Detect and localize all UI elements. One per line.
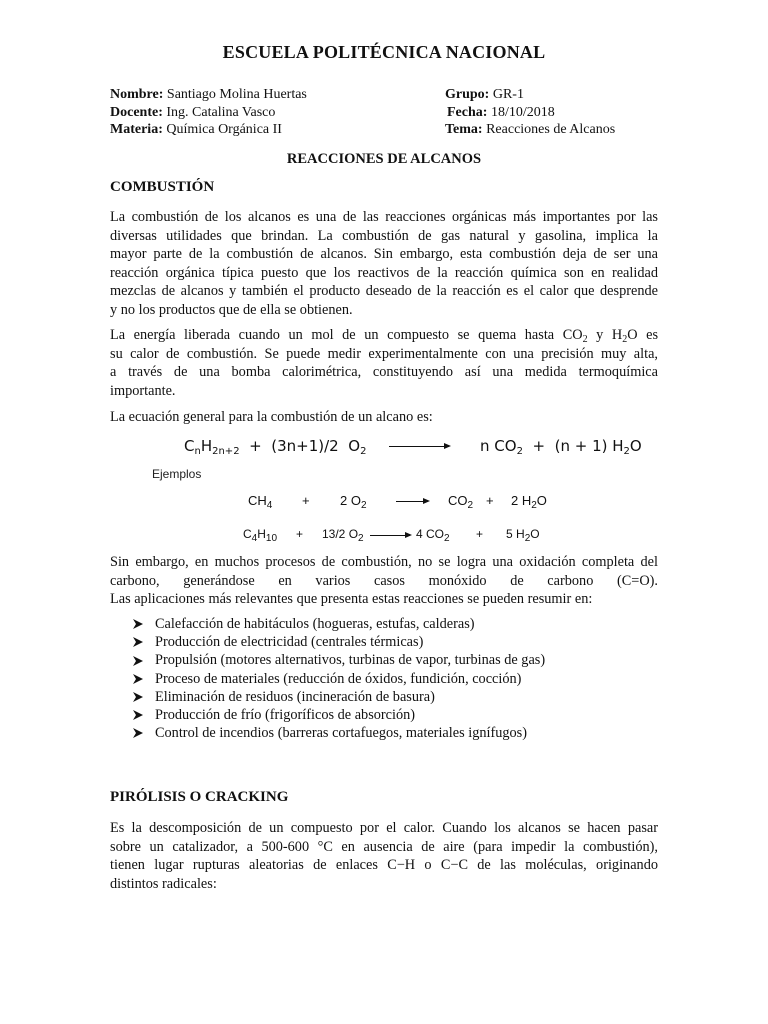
applications-list: [132, 615, 545, 742]
header-fields: [110, 86, 670, 139]
name-label: Nombre:: [110, 87, 164, 102]
combustion-paragraph-4: [110, 553, 658, 609]
pyrolysis-line-4: distintos radicales:: [110, 875, 217, 892]
teacher-value: Ing. Catalina Vasco: [166, 104, 276, 120]
arrow-bullet-icon: [132, 673, 155, 685]
list-item: Calefacción de habitáculos (hogueras, estufas, calderas): [132, 615, 545, 633]
subject-value: Química Orgánica II: [166, 122, 282, 137]
subject-label: Materia:: [110, 122, 163, 137]
pyrolysis-paragraph: [110, 819, 658, 893]
header-row-3: [110, 121, 670, 139]
p1-line-4: reacción orgánica típica puesto que los reactivos de la reacción química son en realidad: [110, 264, 658, 281]
pyrolysis-line-1: Es la descomposición de un compuesto por el calor. Cuando los alcanos se hacen pasar: [110, 820, 658, 836]
examples-label: Ejemplos: [152, 467, 202, 481]
name-value: Santiago Molina Huertas: [166, 87, 307, 102]
list-item: Control de incendios (barreras cortafuegos, materiales ignífugos): [132, 724, 545, 742]
teacher-label: Docente:: [110, 104, 163, 120]
general-eq-arrow: [389, 446, 461, 447]
header-row-1: [110, 86, 670, 104]
arrow-bullet-icon: [132, 636, 155, 648]
p2-line-2: su calor de combustión. Se puede medir experimentalmente con una precisión muy alta,: [110, 345, 658, 362]
school-name: ESCUELA POLITÉCNICA NACIONAL: [222, 42, 546, 62]
example-1-arrow: [396, 501, 428, 502]
p2-line-3: a través de una bomba calorimétrica, constituyendo así una medida termoquímica: [110, 364, 658, 380]
p1-line-5: mezclas de alcanos y también el producto deseado de la reacción es el calor que desprende: [110, 283, 658, 299]
p2-line-1: La energía liberada cuando un mol de un compuesto se quema hasta $CO_2$ y $H_2O$ es: [110, 327, 659, 345]
group-value: GR-1: [492, 87, 524, 102]
list-item: Proceso de materiales (reducción de óxidos, fundición, cocción): [132, 670, 545, 688]
list-item: Eliminación de residuos (incineración de basura): [132, 688, 545, 706]
general-combustion-equation: $C_nH_{2n+2} + (3n+1)/2$ $O_2$ n $CO_2 + (n + 1)$ $H_2O$: [184, 437, 642, 457]
p1-line-3: mayor parte de la combustión de alcanos. Sin embargo, esta combustión deja de ser una: [110, 246, 658, 262]
p3-line: La ecuación general para la combustión de un alcano es:: [110, 409, 433, 425]
topic-value: Reacciones de Alcanos: [486, 122, 616, 137]
arrow-bullet-icon: [132, 655, 155, 667]
document-page: ESCUELA POLITÉCNICA NACIONAL Nombre: Santiago Molina Huertas Grupo: GR-1 Docente: Ing. Catalina Vasco Fecha: 18/10/2018 Materia: Química Orgánica II Tema: Reacciones de Alcanos REACCIONES DE ALCANOS COMBUSTIÓN La combustión de los alcanos es una de las reacciones orgánicas más importantes por las diversas utilidades que brindan. La combustión de gas natural y gasolina, implica la mayor parte de la combustión de alcanos. Sin embargo, esta combustión deja de ser una reacción orgánica típica puesto que los reactivos de la reacción química son en realidad mezclas de alcanos y también el producto deseado de la reacción es el calor que desprende y no los productos que de ella se obtienen. La energía liberada cuando un mol de un compuesto se quema hasta $CO_2$ y $H_2O$ es su calor de combustión. Se puede medir experimentalmente con una precisión muy alta, a través de una bomba calorimétrica, constituyendo así una medida termoquímica importante. La ecuación general para la combustión de un alcano es: $C_nH_{2n+2} + (3n+1)/2$ $O_2$ n $CO_2 + (n + 1)$ $H_2O$ Ejemplos $CH_4$ + 2 $O_2$ $CO_2$ + 2 $H_2O$ $C_4H_{10}$ + 13/2 $O_2$ 4 $CO_2$ + 5 $H_2O$ Sin embargo, en muchos procesos de combustión, no se logra una oxidación completa del carbono, generándose en varios casos monóxido de carbono (C=O). Las aplicaciones más relevantes que presenta estas reacciones se pueden resumir en: Calefacción de habitáculos (hogueras, estufas, calderas) Producción de electricidad (centrales térmicas) Propulsión (motores alternativos, turbinas de vapor, turbinas de gas) Proceso de materiales (reducción de óxidos, fundición, cocción) Eliminación de residuos (incineración de basura) Producción de frío (frigoríficos de absorción) Control de incendios (barreras cortafuegos, materiales ignífugos) PIRÓLISIS O CRACKING Es la descomposición de un compuesto por el calor. Cuando los alcanos se hacen pasar sobre un catalizador, a 500-600 °C en ausencia de aire (para impedir la combustión), tienen lugar rupturas aleatorias de enlaces C−H o C−C de las moléculas, originando distintos radicales:: [0, 0, 768, 1024]
date-value: 18/10/2018: [490, 104, 555, 120]
example-2-arrow: [370, 535, 410, 536]
group-label: Grupo:: [445, 87, 490, 102]
combustion-paragraph-1: [110, 208, 658, 319]
combustion-heading: COMBUSTIÓN: [110, 179, 215, 195]
pyrolysis-line-2: sobre un catalizador, a 500-600 °C en ausencia de aire (para impedir la combustión),: [110, 838, 658, 855]
p4-line-3: Las aplicaciones más relevantes que presenta estas reacciones se pueden resumir en:: [110, 591, 593, 607]
p4-line-1: Sin embargo, en muchos procesos de combustión, no se logra una oxidación completa del: [110, 554, 658, 570]
date-label: Fecha:: [447, 104, 488, 120]
arrow-bullet-icon: [132, 691, 155, 703]
arrow-bullet-icon: [132, 727, 155, 739]
p4-line-2: carbono, generándose en varios casos monóxido de carbono (C=O).: [110, 572, 658, 589]
p2-line-4: importante.: [110, 382, 176, 399]
pyrolysis-heading: PIRÓLISIS O CRACKING: [110, 789, 289, 805]
topic-label: Tema:: [445, 122, 483, 137]
list-item: Propulsión (motores alternativos, turbinas de vapor, turbinas de gas): [132, 651, 545, 669]
combustion-paragraph-2: [110, 326, 658, 400]
arrow-bullet-icon: [132, 709, 155, 721]
list-item: Producción de electricidad (centrales térmicas): [132, 633, 545, 651]
p1-line-2: diversas utilidades que brindan. La combustión de gas natural y gasolina, implica la: [110, 227, 658, 244]
list-item: Producción de frío (frigoríficos de absorción): [132, 706, 545, 724]
p1-line-1: La combustión de los alcanos es una de las reacciones orgánicas más importantes por las: [110, 209, 658, 225]
pyrolysis-line-3: tienen lugar rupturas aleatorias de enlaces C−H o C−C de las moléculas, originando: [110, 857, 658, 873]
header-row-2: [110, 104, 670, 122]
arrow-bullet-icon: [132, 618, 155, 630]
document-title: REACCIONES DE ALCANOS: [286, 151, 482, 167]
p1-line-6: y no los productos que de ella se obtienen.: [110, 301, 353, 318]
combustion-paragraph-3: [110, 408, 658, 427]
